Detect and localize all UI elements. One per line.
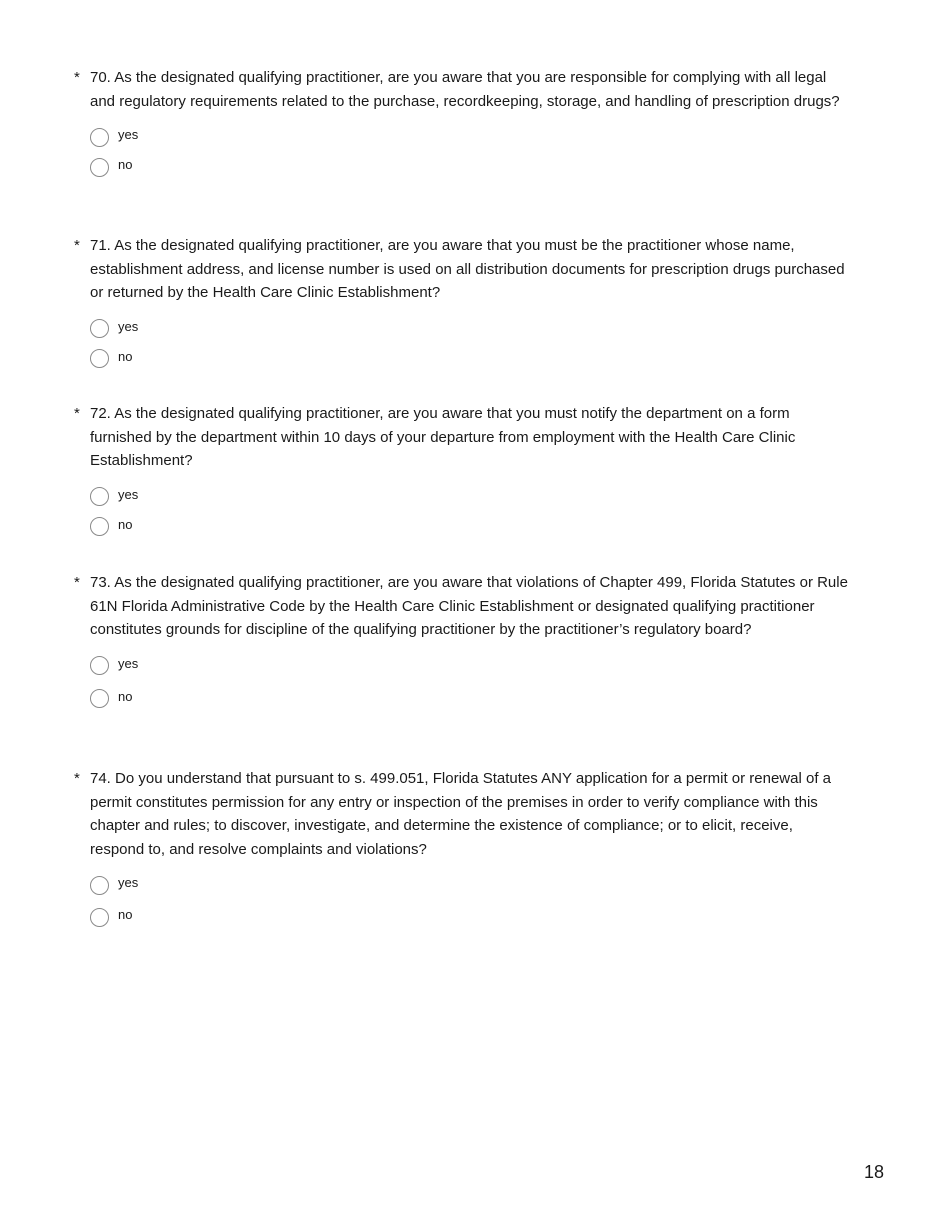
option-label: yes — [118, 875, 139, 891]
page-number: 18 — [863, 1162, 884, 1182]
radio-button[interactable] — [90, 158, 109, 177]
question-row — [74, 402, 854, 473]
radio-button[interactable] — [90, 349, 109, 368]
option-no[interactable] — [90, 688, 854, 710]
radio-button[interactable] — [90, 876, 109, 895]
required-marker: * — [74, 69, 80, 86]
radio-button[interactable] — [90, 517, 109, 536]
question-70 — [74, 66, 854, 178]
option-label: no — [118, 348, 133, 364]
radio-button[interactable] — [90, 128, 109, 147]
question-row — [74, 66, 854, 113]
answer-options — [90, 126, 854, 178]
radio-button[interactable] — [90, 689, 109, 708]
option-label: no — [118, 157, 133, 173]
required-marker: * — [74, 574, 80, 591]
required-marker: * — [74, 237, 80, 254]
option-yes[interactable] — [90, 874, 854, 896]
option-label: no — [118, 516, 133, 532]
question-72 — [74, 402, 854, 538]
question-row — [74, 234, 854, 305]
question-text: 72. As the designated qualifying practitioner, are you aware that you must notify the department on a form furnished by the department within 10 days of your departure from employment with the Health Care Clinic Establishment? — [90, 405, 796, 470]
option-label: yes — [118, 486, 139, 502]
answer-options — [90, 318, 854, 370]
question-text: 70. As the designated qualifying practitioner, are you aware that you are responsible for complying with all legal and regulatory requirements related to the purchase, recordkeeping, storage, and handling of prescription drugs? — [90, 69, 840, 110]
option-no[interactable] — [90, 156, 854, 178]
question-74 — [74, 767, 854, 928]
option-yes[interactable] — [90, 655, 854, 677]
radio-button[interactable] — [90, 487, 109, 506]
question-row — [74, 767, 854, 861]
answer-options — [90, 655, 854, 710]
answer-options — [90, 874, 854, 928]
option-no[interactable] — [90, 906, 854, 928]
question-row — [74, 571, 854, 642]
option-yes[interactable] — [90, 318, 854, 340]
required-marker: * — [74, 770, 80, 787]
question-text: 74. Do you understand that pursuant to s. 499.051, Florida Statutes ANY application for a permit or renewal of a permit constitutes permission for any entry or inspection of the premises in order to verify compliance with this chapter and rules; to discover, investigate, and determine the existence of compliance; or to elicit, receive, respond to, and resolve complaints and violations? — [90, 770, 831, 858]
radio-button[interactable] — [90, 656, 109, 675]
required-marker: * — [74, 405, 80, 422]
option-label: yes — [118, 318, 139, 334]
radio-button[interactable] — [90, 319, 109, 338]
option-label: yes — [118, 655, 139, 671]
question-71 — [74, 234, 854, 370]
question-73 — [74, 571, 854, 710]
option-yes[interactable] — [90, 486, 854, 508]
question-text: 71. As the designated qualifying practitioner, are you aware that you must be the practitioner whose name, establishment address, and license number is used on all distribution documents for prescription drugs purchased or returned by the Health Care Clinic Establishment? — [90, 237, 845, 302]
option-yes[interactable] — [90, 126, 854, 148]
radio-button[interactable] — [90, 908, 109, 927]
answer-options — [90, 486, 854, 538]
question-text: 73. As the designated qualifying practitioner, are you aware that violations of Chapter 499, Florida Statutes or Rule 61N Florida Administrative Code by the Health Care Clinic Establishment or designated qualifying practitioner constitutes grounds for discipline of the qualifying practitioner by the practitioner’s regulatory board? — [90, 574, 848, 639]
option-no[interactable] — [90, 348, 854, 370]
option-label: yes — [118, 127, 139, 143]
option-label: no — [118, 907, 133, 923]
option-no[interactable] — [90, 516, 854, 538]
option-label: no — [118, 688, 133, 704]
